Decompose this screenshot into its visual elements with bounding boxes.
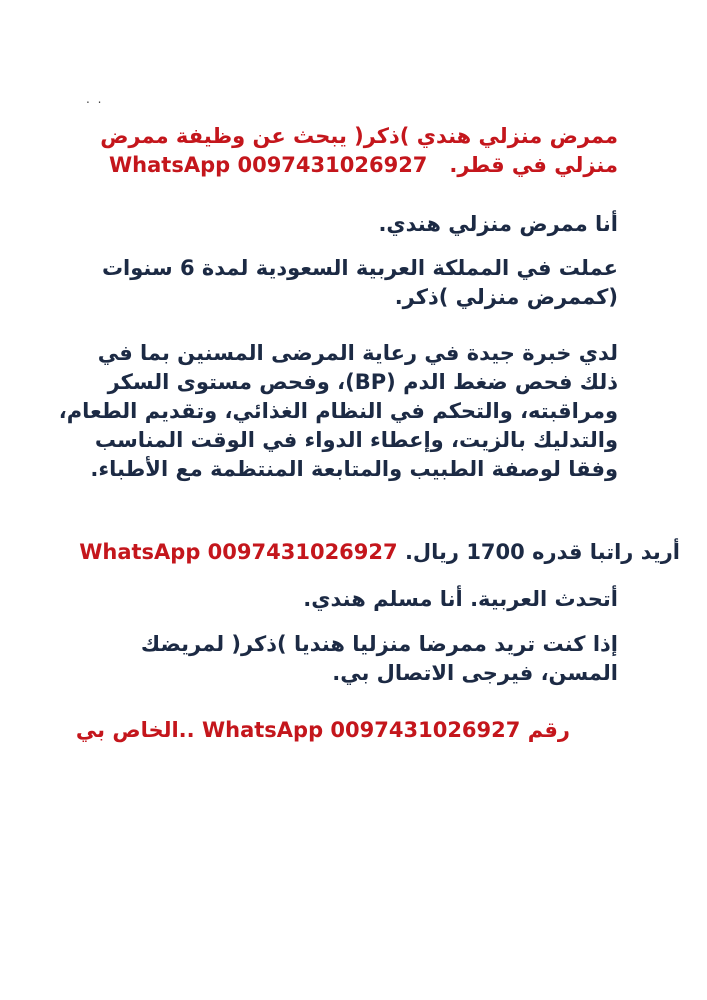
contact-line-2: المسن، فيرجى الاتصال بي. (332, 661, 618, 685)
salary-text: أريد راتبا قدره 1700 ريال. (404, 540, 680, 564)
experience-line-2: ذلك فحص ضغط الدم (BP)، وفحص مستوى السكر (107, 370, 618, 394)
intro-line-2 (70, 151, 618, 180)
intro-line-2-text: منزلي في قطر. (449, 153, 618, 177)
intro-paragraph (70, 122, 618, 180)
salary-whatsapp-number[interactable]: WhatsApp 0097431026927 (79, 540, 398, 564)
experience-line-3: ومراقبته، والتحكم في النظام الغذائي، وتقديم الطعام، (58, 399, 618, 423)
worked-paragraph (70, 254, 618, 312)
iam-paragraph (70, 210, 618, 239)
worked-line-1: عملت في المملكة العربية السعودية لمدة 6 سنوات (101, 256, 618, 280)
footer-text-before: ..الخاص بي (75, 718, 195, 742)
intro-whatsapp-number[interactable]: WhatsApp 0097431026927 (109, 153, 428, 177)
worked-line-2: (كممرض منزلي )ذكر. (394, 285, 618, 309)
footer-whatsapp-number[interactable]: WhatsApp 0097431026927 (201, 718, 521, 742)
stray-dots: . . (86, 92, 104, 106)
experience-line-1: لدي خبرة جيدة في رعاية المرضى المسنين بما في (97, 341, 618, 365)
salary-paragraph (70, 538, 680, 567)
footer-paragraph (70, 716, 570, 745)
footer-line (70, 716, 570, 745)
intro-line-1: ممرض منزلي هندي )ذكر( يبحث عن وظيفة ممرض (100, 124, 618, 148)
experience-paragraph (58, 339, 618, 484)
contact-line-1: إذا كنت تريد ممرضا منزليا هنديا )ذكر( لمريضك (140, 632, 618, 656)
experience-line-4: والتدليك بالزيت، وإعطاء الدواء في الوقت المناسب (94, 428, 618, 452)
footer-text-after: رقم (527, 718, 570, 742)
iam-line: أنا ممرض منزلي هندي. (378, 212, 618, 236)
language-line: أتحدث العربية. أنا مسلم هندي. (303, 587, 618, 611)
contact-paragraph (70, 630, 618, 688)
language-paragraph (70, 585, 618, 614)
experience-line-5: وفقا لوصفة الطبيب والمتابعة المنتظمة مع الأطباء. (90, 457, 618, 481)
salary-line (70, 538, 680, 567)
